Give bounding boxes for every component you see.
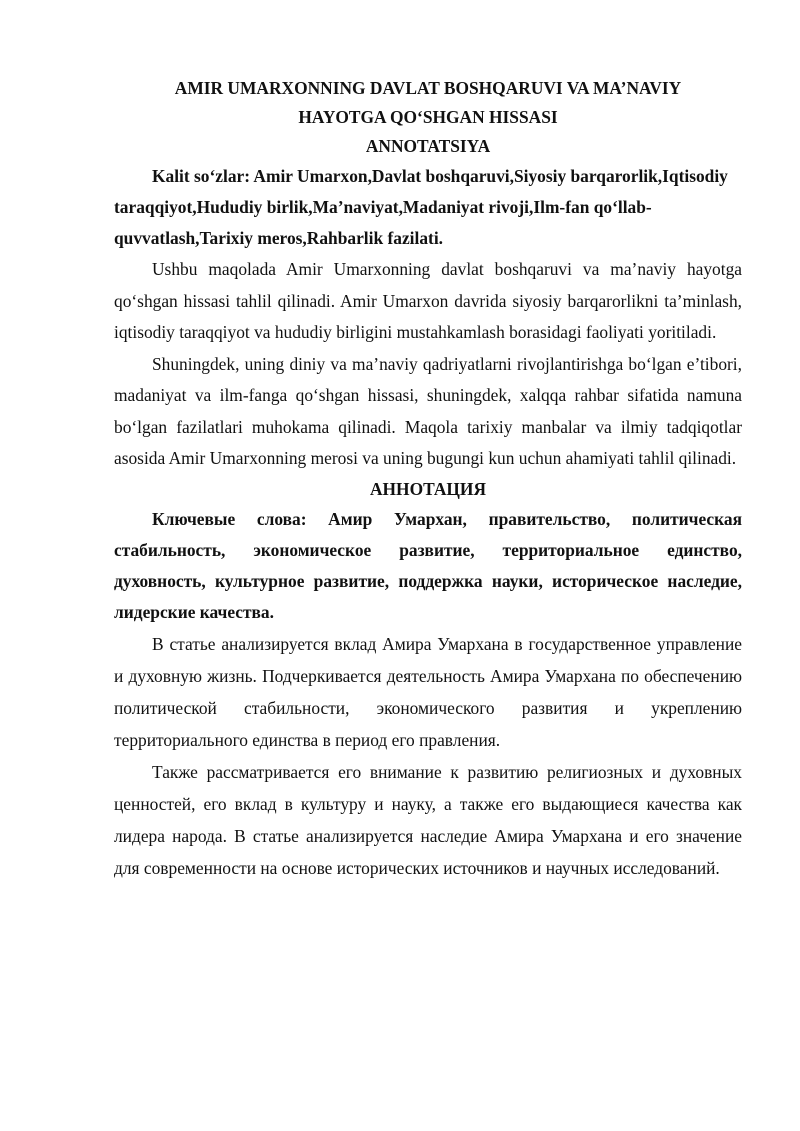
- abstract-paragraph-ru-1: В статье анализируется вклад Амира Умархана в государственное управление и духовную жизнь. Подчеркивается деятельность Амира Умархана по обеспечению политической стабильности, экономического развития и укреплению территориального единства в период его правления.: [114, 633, 742, 750]
- annotation-heading-ru: АННОТАЦИЯ: [369, 478, 487, 499]
- abstract-paragraph-ru-2: Также рассматривается его внимание к развитию религиозных и духовных ценностей, его вклад в культуру и науку, а также его выдающиеся качества как лидера народа. В статье анализируется наследие Амира Умархана и его значение для современности на основе исторических источников и научных исследований.: [114, 761, 742, 878]
- article-title-line-1: AMIR UMARXONNING DAVLAT BOSHQARUVI VA MA’NAVIY: [174, 78, 682, 98]
- document-page: [114, 74, 742, 884]
- keywords-uz: Kalit so‘zlar: Amir Umarxon,Davlat boshqaruvi,Siyosiy barqarorlik,Iqtisodiy taraqqiyot,Hududiy birlik,Ma’naviyat,Madaniyat rivoji,Ilm-fan qo‘llab-quvvatlash,Tarixiy meros,Rahbarlik fazilati.: [114, 166, 728, 248]
- keywords-ru: Ключевые слова: Амир Умархан, правительство, политическая стабильность, экономическое развитие, территориальное единство, духовность, культурное развитие, поддержка науки, историческое наследие, лидерские качества.: [114, 508, 742, 622]
- abstract-paragraph-uz-1: Ushbu maqolada Amir Umarxonning davlat boshqaruvi va ma’naviy hayotga qo‘shgan hissasi tahlil qilinadi. Amir Umarxon davrida siyosiy barqarorlikni ta’minlash, iqtisodiy taraqqiyot va hududiy birligini mustahkamlash borasidagi faoliyati yoritiladi.: [114, 259, 742, 342]
- abstract-paragraph-uz-2: Shuningdek, uning diniy va ma’naviy qadriyatlarni rivojlantirishga bo‘lgan e’tibori, madaniyat va ilm-fanga qo‘shgan hissasi, shuningdek, xalqqa rahbar sifatida namuna bo‘lgan fazilatlari muhokama qilinadi. Maqola tarixiy manbalar va ilmiy tadqiqotlar asosida Amir Umarxonning merosi va uning bugungi kun uchun ahamiyati tahlil qilinadi.: [114, 353, 742, 468]
- article-title-line-2: HAYOTGA QO‘SHGAN HISSASI: [298, 107, 558, 127]
- annotation-heading-uz: ANNOTATSIYA: [365, 136, 491, 156]
- article-title: [114, 74, 742, 132]
